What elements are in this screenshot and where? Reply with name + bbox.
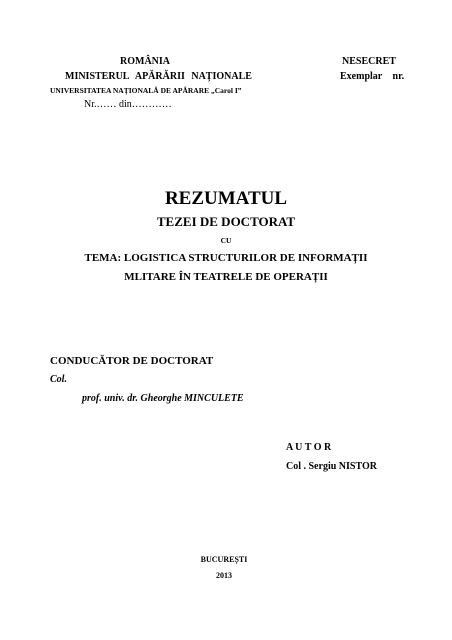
university-label: UNIVERSITATEA NAȚIONALĂ DE APĂRARE „Carol I” xyxy=(50,86,242,95)
classification-label: NESECRET xyxy=(342,56,396,67)
country-label: ROMÂNIA xyxy=(120,56,170,67)
supervisor-rank: Col. xyxy=(50,374,67,385)
reference-number: Nr.…… din………… xyxy=(84,99,172,110)
theme-line-2: MLITARE ÎN TEATRELE DE OPERAȚII xyxy=(124,271,328,283)
author-heading: A U T O R xyxy=(286,442,332,453)
document-title: REZUMATUL xyxy=(164,188,288,209)
connector-word: CU xyxy=(220,236,232,245)
copy-number-label: Exemplar nr. xyxy=(340,71,405,82)
document-subtitle: TEZEI DE DOCTORAT xyxy=(156,214,296,229)
author-name: Col . Sergiu NISTOR xyxy=(286,461,377,472)
supervisor-heading: CONDUCĂTOR DE DOCTORAT xyxy=(50,355,214,367)
city-label: BUCUREȘTI xyxy=(200,555,248,564)
ministry-label: MINISTERUL APĂRĂRII NAȚIONALE xyxy=(65,71,252,82)
supervisor-name: prof. univ. dr. Gheorghe MINCULETE xyxy=(82,393,244,404)
theme-line-1: TEMA: LOGISTICA STRUCTURILOR DE INFORMAȚII xyxy=(84,252,368,264)
year-label: 2013 xyxy=(216,571,232,580)
